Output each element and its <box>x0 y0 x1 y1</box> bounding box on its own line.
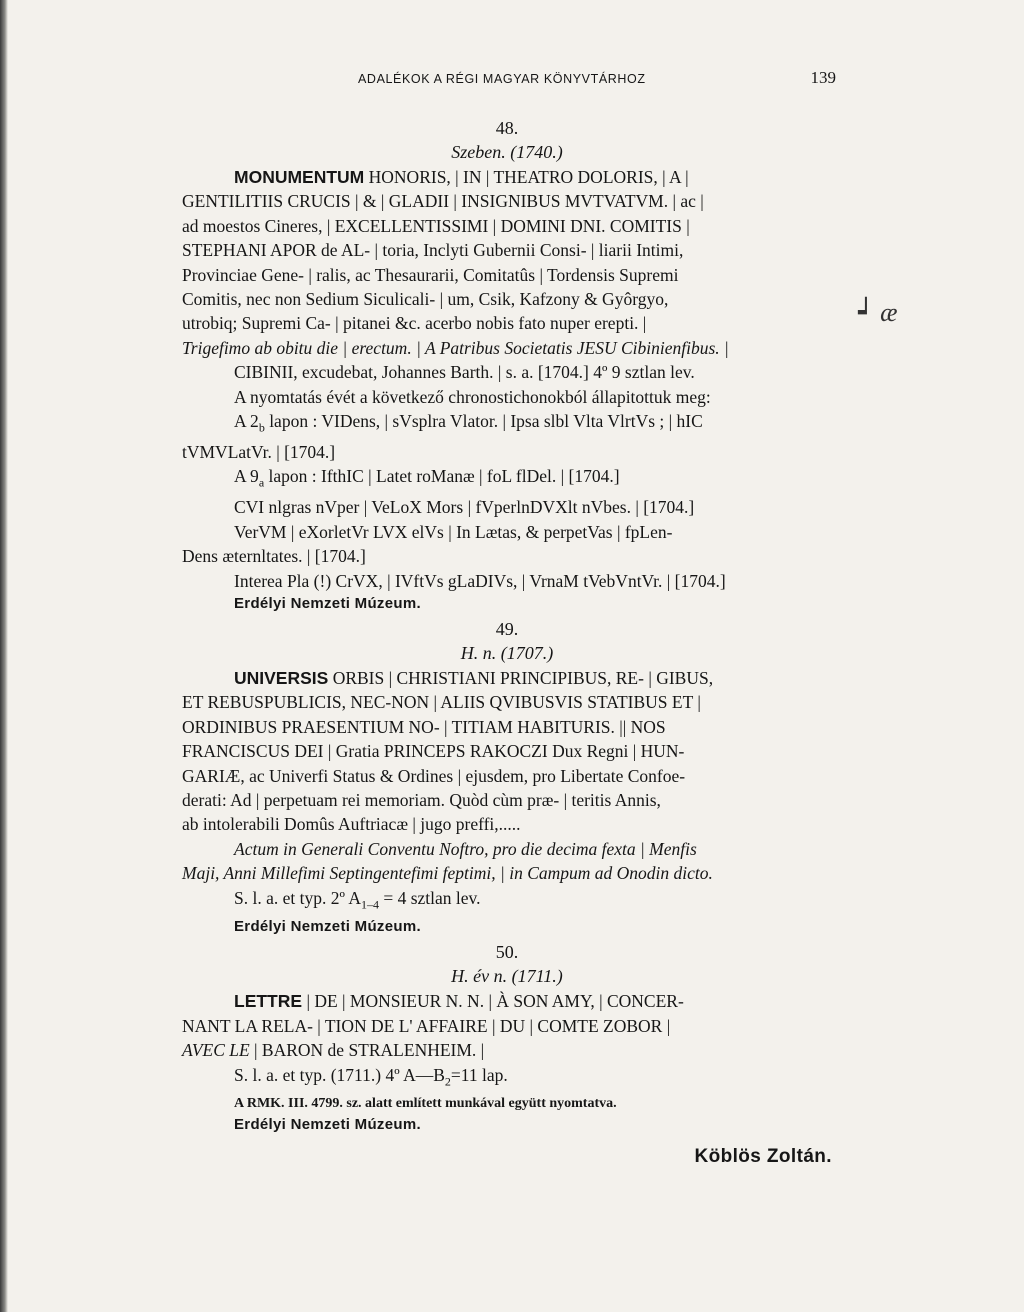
entry-place-date: H. n. (1707.) <box>460 642 554 663</box>
title-lead: MONUMENTUM <box>234 167 365 187</box>
entry-body <box>182 165 832 593</box>
title-italic-line: Trigefimo ab obitu die | erectum. | A Patribus Societatis JESU Cibinienfibus. | <box>182 337 729 358</box>
title-lead: UNIVERSIS <box>234 667 329 688</box>
title-line: ORBIS | CHRISTIANI PRINCIPIBUS, RE- | GIBUS, <box>328 667 714 688</box>
chronostichon-line: Dens æternltates. | [1704.] <box>182 546 366 567</box>
page-edge-shadow <box>0 0 8 1312</box>
entry-number: 48. <box>495 118 519 138</box>
entry-place-date: H. év n. (1711.) <box>451 966 563 987</box>
chronostichon-intro: A nyomtatás évét a következő chronostichonokból állapitottuk meg: <box>234 386 711 407</box>
holding-library: Erdélyi Nemzeti Múzeum. <box>234 594 421 612</box>
title-lead: LETTRE <box>234 991 303 1012</box>
imprint: S. l. a. et typ. 2º $A_{1-4} = 4$ sztlan lev. <box>234 887 481 912</box>
title-line: ab intolerabili Domûs Auftriacæ | jugo preffi,..... <box>182 814 521 835</box>
title-italic-line: Maji, Anni Millefimi Septingentefimi feptimi, | in Campum ad Onodin dicto. <box>182 863 713 884</box>
title-line: AVEC LE | BARON de STRALENHEIM. | <box>182 1040 485 1061</box>
title-line: utrobiq; Supremi Ca- | pitanei &c. acerbo nobis fato nuper erepti. | <box>182 313 647 334</box>
entry-number: 49. <box>495 618 519 639</box>
holding-library: Erdélyi Nemzeti Múzeum. <box>234 918 421 936</box>
page-number: 139 <box>810 68 836 87</box>
chronostichon-line: VerVM | eXorletVr LVX elVs | In Lætas, & perpetVas | fpLen- <box>234 521 673 542</box>
margin-annotation: ┙ æ <box>858 298 898 327</box>
title-line: GENTILITIIS CRUCIS | & | GLADII | INSIGNIBUS MVTVATVM. | ac | <box>182 191 704 212</box>
title-line: ad moestos Cineres, | EXCELLENTISSIMI | DOMINI DNI. COMITIS | <box>182 215 690 236</box>
entry-number: 50. <box>495 942 519 963</box>
title-italic-line: Actum in Generali Conventu Noftro, pro die decima fexta | Menfis <box>234 838 697 859</box>
holding-library: Erdélyi Nemzeti Múzeum. <box>234 1115 421 1133</box>
entry-48 <box>182 116 832 615</box>
chronostichon-line: tVMVLatVr. | [1704.] <box>182 441 336 462</box>
imprint: CIBINII, excudebat, Johannes Barth. | s. a. [1704.] 4º 9 sztlan lev. <box>234 362 695 383</box>
title-line: ORDINIBUS PRAESENTIUM NO- | TITIAM HABITURIS. || NOS <box>182 716 666 737</box>
entry-body <box>182 989 832 1093</box>
entry-body <box>182 666 832 917</box>
author-signature: Köblös Zoltán. <box>694 1145 832 1167</box>
entry-50 <box>182 940 832 1135</box>
title-line: derati: Ad | perpetuam rei memoriam. Quòd cùm præ- | teritis Annis, <box>182 789 661 810</box>
chronostichon-line: CVI nlgras nVper | VeLoX Mors | fVperlnDVXlt nVbes. | [1704.] <box>234 497 695 518</box>
title-line: Comitis, nec non Sedium Siculicali- | um, Csik, Kafzony & Gyôrgyo, <box>182 289 669 310</box>
title-line: FRANCISCUS DEI | Gratia PRINCEPS RAKOCZI Dux Regni | HUN- <box>182 741 685 762</box>
running-head-title: ADALÉKOK A RÉGI MAGYAR KÖNYVTÁRHOZ <box>358 72 646 86</box>
title-line: Provinciae Gene- | ralis, ac Thesaurarii, Comitatûs | Tordensis Supremi <box>182 264 679 285</box>
chronostichon-line: A $9_a$ lapon : IfthIC | Latet roManæ | foL flDel. | [1704.] <box>234 466 620 490</box>
title-line: NANT LA RELA- | TION DE L' AFFAIRE | DU | COMTE ZOBOR | <box>182 1015 671 1036</box>
document-page <box>182 58 836 1168</box>
imprint: S. l. a. et typ. (1711.) 4º $A—B_2=11$ lap. <box>234 1064 508 1089</box>
title-line: HONORIS, | IN | THEATRO DOLORIS, | A | <box>364 167 689 187</box>
title-line: STEPHANI APOR de AL- | toria, Inclyti Gubernii Consi- | liarii Intimi, <box>182 240 684 261</box>
bibliographic-note: A RMK. III. 4799. sz. alatt említett munkával együtt nyomtatva. <box>234 1095 617 1111</box>
chronostichon-line: Interea Pla (!) CrVX, | IVftVs gLaDIVs, | VrnaM tVebVntVr. | [1704.] <box>234 570 726 591</box>
running-head <box>182 58 836 88</box>
chronostichon-line: A $2_b$ lapon : VIDens, | sVsplra Vlator. | Ipsa slbl Vlta VlrtVs ; | hIC <box>234 411 703 435</box>
title-line: | DE | MONSIEUR N. N. | À SON AMY, | CONCER- <box>302 991 684 1012</box>
entry-49 <box>182 617 832 939</box>
title-line: GARIÆ, ac Univerfi Status & Ordines | ejusdem, pro Libertate Confoe- <box>182 765 686 786</box>
title-line: ET REBUSPUBLICIS, NEC-NON | ALIIS QVIBUSVIS STATIBUS ET | <box>182 692 701 713</box>
entry-place-date: Szeben. (1740.) <box>451 142 563 162</box>
